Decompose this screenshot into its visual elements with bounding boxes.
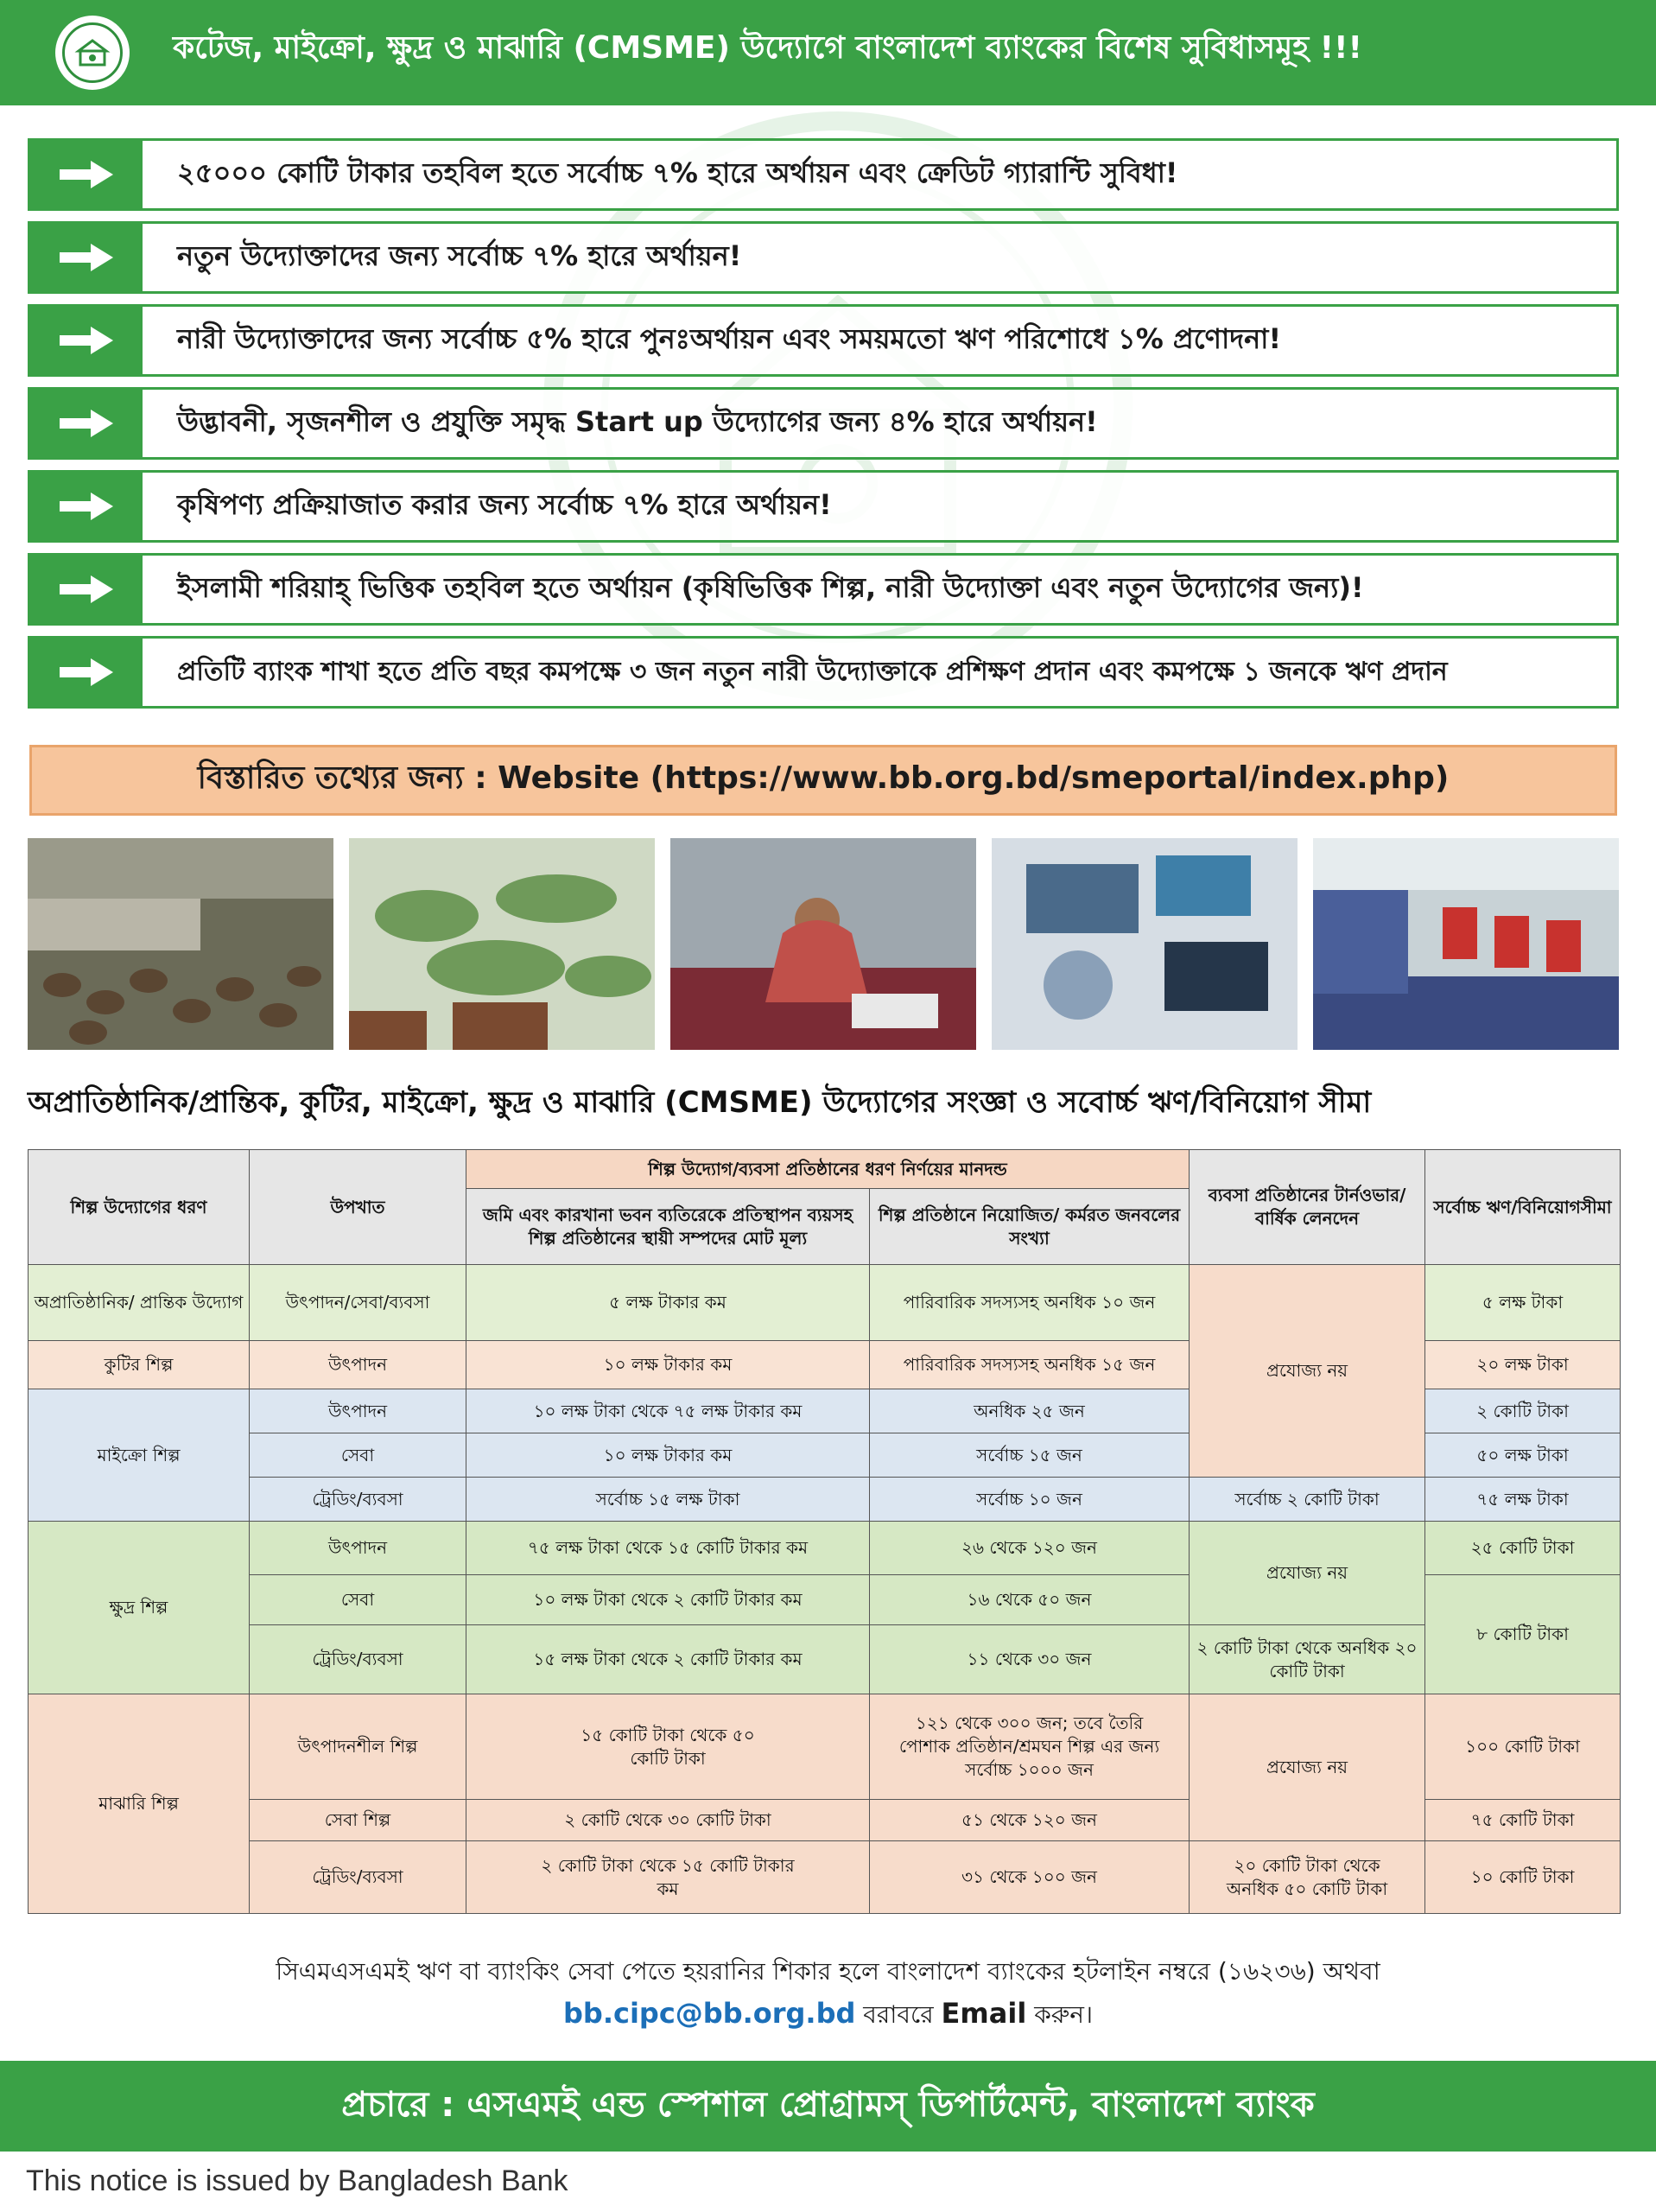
right-arrow-icon [56, 240, 117, 275]
header-limit: সর্বোচ্চ ঋণ/বিনিয়োগসীমা [1425, 1150, 1621, 1265]
right-arrow-icon [56, 489, 117, 524]
table-cell: ১৫ লক্ষ টাকা থেকে ২ কোটি টাকার কম [466, 1625, 870, 1694]
issued-by-text: This notice is issued by Bangladesh Bank [26, 2164, 568, 2197]
header-turnover: ব্যবসা প্রতিষ্ঠানের টার্নওভার/ বার্ষিক লেনদেন [1190, 1150, 1425, 1265]
table-cell: উৎপাদন [250, 1389, 466, 1433]
right-arrow-icon [56, 157, 117, 192]
benefit-item [28, 221, 1619, 294]
table-cell: সেবা [250, 1575, 466, 1625]
benefit-text: ইসলামী শরিয়াহ্ ভিত্তিক তহবিল হতে অর্থায়ন (কৃষিভিত্তিক শিল্প, নারী উদ্যোক্তা এবং নতুন উদ্যোগের জন্য)! [177, 571, 1364, 604]
table-cell: ৫ লক্ষ টাকা [1425, 1265, 1621, 1341]
table-cell: উৎপাদন [250, 1341, 466, 1389]
table-cell: ১০ কোটি টাকা [1425, 1841, 1621, 1914]
table-cell: ৫ লক্ষ টাকার কম [466, 1265, 870, 1341]
table-cell: পারিবারিক সদস্যসহ অনধিক ১০ জন [870, 1265, 1190, 1341]
hotline-text: সিএমএসএমই ঋণ বা ব্যাংকিং সেবা পেতে হয়রানির শিকার হলে বাংলাদেশ ব্যাংকের হটলাইন নম্বরে (১৬২৩৬) অথবা [276, 1957, 1380, 1986]
table-cell: মাইক্রো শিল্প [29, 1389, 250, 1522]
table-cell: উৎপাদন [250, 1522, 466, 1575]
publisher-bar: প্রচারে : এসএমই এন্ড স্পেশাল প্রোগ্রামস্ ডিপার্টমেন্ট, বাংলাদেশ ব্যাংক [0, 2061, 1656, 2152]
header-bar [0, 0, 1656, 105]
website-info-bar[interactable]: বিস্তারিত তথ্যের জন্য : Website (https://www.bb.org.bd/smeportal/index.php) [29, 745, 1617, 816]
technology-photo [992, 838, 1298, 1050]
table-cell: প্রযোজ্য নয় [1190, 1522, 1425, 1625]
header-type: শিল্প উদ্যোগের ধরণ [29, 1150, 250, 1265]
benefit-text: নারী উদ্যোক্তাদের জন্য সর্বোচ্চ ৫% হারে পুনঃঅর্থায়ন এবং সময়মতো ঋণ পরিশোধে ১% প্রণোদনা! [177, 322, 1282, 355]
table-cell: ২৬ থেকে ১২০ জন [870, 1522, 1190, 1575]
email-word: Email [941, 1997, 1027, 2030]
right-arrow-icon [56, 323, 117, 358]
table-cell: ৭৫ লক্ষ টাকা থেকে ১৫ কোটি টাকার কম [466, 1522, 870, 1575]
table-cell: ট্রেডিং/ব্যবসা [250, 1625, 466, 1694]
photo-strip [28, 838, 1619, 1050]
table-cell: ১০ লক্ষ টাকা থেকে ২ কোটি টাকার কম [466, 1575, 870, 1625]
table-cell: উৎপাদন/সেবা/ব্যবসা [250, 1265, 466, 1341]
table-cell: সর্বোচ্চ ২ কোটি টাকা [1190, 1478, 1425, 1522]
header-subsector: উপখাত [250, 1150, 466, 1265]
table-cell: ৩১ থেকে ১০০ জন [870, 1841, 1190, 1914]
table-cell: ১৫ কোটি টাকা থেকে ৫০ কোটি টাকা [466, 1694, 870, 1800]
right-arrow-icon [56, 406, 117, 441]
table-cell: ১০০ কোটি টাকা [1425, 1694, 1621, 1800]
footer-end-text: করুন। [1034, 2000, 1093, 2029]
table-cell: ৭৫ কোটি টাকা [1425, 1800, 1621, 1841]
benefit-item [28, 304, 1619, 377]
bangladesh-bank-logo [55, 16, 130, 90]
footer-mid-text: বরাবরে [863, 2000, 934, 2029]
factory-workers-photo [1313, 838, 1619, 1050]
table-cell: ২৫ কোটি টাকা [1425, 1522, 1621, 1575]
benefit-text: প্রতিটি ব্যাংক শাখা হতে প্রতি বছর কমপক্ষে ৩ জন নতুন নারী উদ্যোক্তাকে প্রশিক্ষণ প্রদান এবং কমপক্ষে ১ জনকে ঋণ প্রদান [177, 656, 1448, 687]
benefit-text: উদ্ভাবনী, সৃজনশীল ও প্রযুক্তি সমৃদ্ধ Start up উদ্যোগের জন্য ৪% হারে অর্থায়ন! [177, 405, 1098, 438]
emblem-icon [73, 34, 111, 72]
table-cell: অপ্রাতিষ্ঠানিক/ প্রান্তিক উদ্যোগ [29, 1265, 250, 1341]
table-cell: ক্ষুদ্র শিল্প [29, 1522, 250, 1694]
table-cell: ২০ লক্ষ টাকা [1425, 1341, 1621, 1389]
table-cell: মাঝারি শিল্প [29, 1694, 250, 1914]
benefit-item [28, 636, 1619, 709]
table-cell: ২ কোটি টাকা থেকে ১৫ কোটি টাকার কম [466, 1841, 870, 1914]
table-cell: সর্বোচ্চ ১৫ জন [870, 1433, 1190, 1478]
right-arrow-icon [56, 655, 117, 690]
table-cell: সর্বোচ্চ ১৫ লক্ষ টাকা [466, 1478, 870, 1522]
table-cell: ১৬ থেকে ৫০ জন [870, 1575, 1190, 1625]
right-arrow-icon [56, 572, 117, 607]
table-cell: ট্রেডিং/ব্যবসা [250, 1478, 466, 1522]
table-cell: অনধিক ২৫ জন [870, 1389, 1190, 1433]
table-cell: সেবা [250, 1433, 466, 1478]
benefit-item [28, 387, 1619, 460]
table-cell: ১২১ থেকে ৩০০ জন; তবে তৈরি পোশাক প্রতিষ্ঠান/শ্রমঘন শিল্প এর জন্য সর্বোচ্চ ১০০০ জন [870, 1694, 1190, 1800]
table-cell: ২ কোটি থেকে ৩০ কোটি টাকা [466, 1800, 870, 1841]
page-title: কটেজ, মাইক্রো, ক্ষুদ্র ও মাঝারি (CMSME) উদ্যোগে বাংলাদেশ ব্যাংকের বিশেষ সুবিধাসমূহ !!! [173, 30, 1362, 66]
benefit-item [28, 470, 1619, 543]
table-cell: ১১ থেকে ৩০ জন [870, 1625, 1190, 1694]
table-cell: কুটির শিল্প [29, 1341, 250, 1389]
plants-photo [349, 838, 655, 1050]
table-cell: ট্রেডিং/ব্যবসা [250, 1841, 466, 1914]
table-cell: প্রযোজ্য নয় [1190, 1694, 1425, 1841]
quail-farm-photo [28, 838, 333, 1050]
table-cell: ২ কোটি টাকা [1425, 1389, 1621, 1433]
table-cell: সর্বোচ্চ ১০ জন [870, 1478, 1190, 1522]
header-criteria: শিল্প উদ্যোগ/ব্যবসা প্রতিষ্ঠানের ধরণ নির্ণয়ের মানদন্ড [466, 1150, 1190, 1189]
benefit-text: ২৫০০০ কোটি টাকার তহবিল হতে সর্বোচ্চ ৭% হারে অর্থায়ন এবং ক্রেডিট গ্যারান্টি সুবিধা! [177, 156, 1178, 189]
benefit-text: নতুন উদ্যোক্তাদের জন্য সর্বোচ্চ ৭% হারে অর্থায়ন! [177, 239, 742, 272]
garment-worker-photo [670, 838, 976, 1050]
benefit-item [28, 553, 1619, 626]
section-title: অপ্রাতিষ্ঠানিক/প্রান্তিক, কুটির, মাইক্রো, ক্ষুদ্র ও মাঝারি (CMSME) উদ্যোগের সংজ্ঞা ও সবোর্চ্চ ঋণ/বিনিয়োগ সীমা [28, 1085, 1372, 1120]
header-assets: জমি এবং কারখানা ভবন ব্যতিরেকে প্রতিস্থাপন ব্যয়সহ শিল্প প্রতিষ্ঠানের স্থায়ী সম্পদের মোট মূল্য [466, 1189, 870, 1265]
benefit-text: কৃষিপণ্য প্রক্রিয়াজাত করার জন্য সর্বোচ্চ ৭% হারে অর্থায়ন! [177, 488, 832, 521]
table-cell: ৮ কোটি টাকা [1425, 1575, 1621, 1694]
table-cell: সেবা শিল্প [250, 1800, 466, 1841]
table-cell: ৭৫ লক্ষ টাকা [1425, 1478, 1621, 1522]
table-cell: ২ কোটি টাকা থেকে অনধিক ২০ কোটি টাকা [1190, 1625, 1425, 1694]
table-cell: ১০ লক্ষ টাকা থেকে ৭৫ লক্ষ টাকার কম [466, 1389, 870, 1433]
benefit-item [28, 138, 1619, 211]
cmsme-definition-table [28, 1149, 1621, 1914]
table-cell: ২০ কোটি টাকা থেকে অনধিক ৫০ কোটি টাকা [1190, 1841, 1425, 1914]
table-cell: ১০ লক্ষ টাকার কম [466, 1341, 870, 1389]
table-cell: ১০ লক্ষ টাকার কম [466, 1433, 870, 1478]
table-cell: প্রযোজ্য নয় [1190, 1265, 1425, 1478]
header-workers: শিল্প প্রতিষ্ঠানে নিয়োজিত/ কর্মরত জনবলের সংখ্যা [870, 1189, 1190, 1265]
benefit-list [28, 138, 1619, 719]
table-cell: পারিবারিক সদস্যসহ অনধিক ১৫ জন [870, 1341, 1190, 1389]
table-cell: উৎপাদনশীল শিল্প [250, 1694, 466, 1800]
table-cell: ৫১ থেকে ১২০ জন [870, 1800, 1190, 1841]
hotline-note [0, 1951, 1656, 2036]
table-cell: ৫০ লক্ষ টাকা [1425, 1433, 1621, 1478]
email-link[interactable]: bb.cipc@bb.org.bd [563, 1997, 856, 2030]
